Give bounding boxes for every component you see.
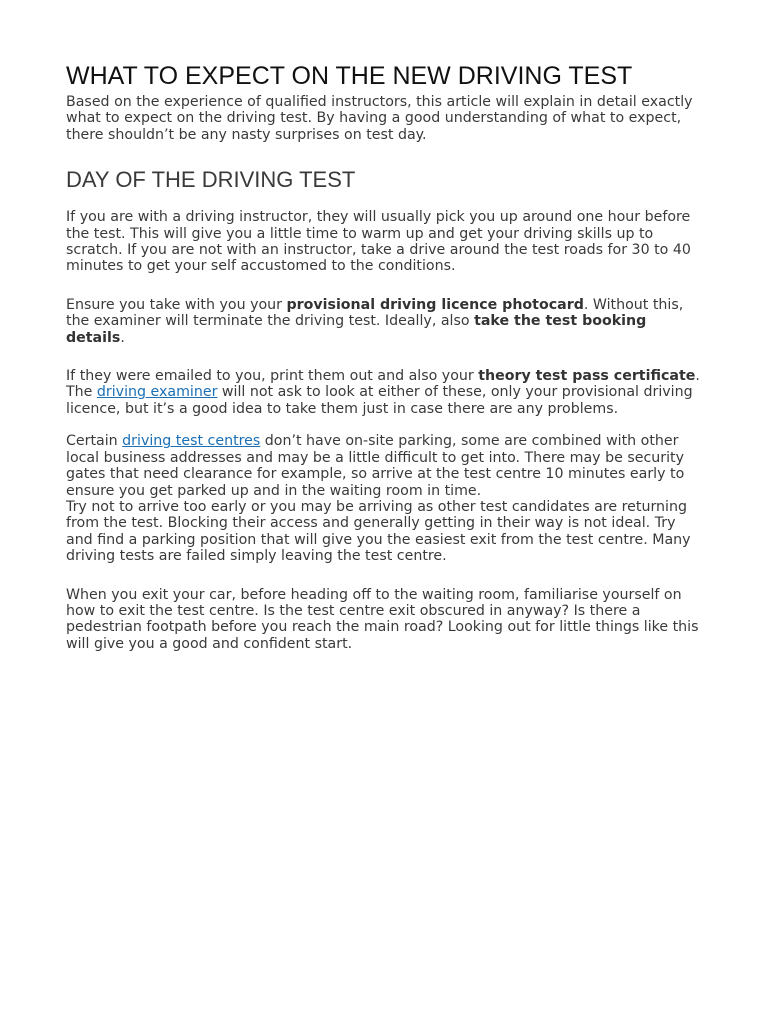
paragraph-pickup: If you are with a driving instructor, they will usually pick you up around one hour before the test. This will give you a little time to warm up and get your driving skills up to scratch. If you are not with an instructor, take a drive around the test roads for 30 to 40 minutes to get your self accustomed to the conditions. bbox=[66, 209, 691, 275]
paragraph-exit: When you exit your car, before heading off to the waiting room, familiarise yourself on how to exit the test centre. Is the test centre exit obscured in anyway? Is there a pedestrian footpath before you reach the main road? Looking out for little things like this will give you a good and confident start. bbox=[66, 586, 699, 652]
text-segment: Certain bbox=[66, 433, 123, 450]
text-segment: . The bbox=[66, 368, 700, 401]
paragraph-licence bbox=[66, 297, 706, 346]
paragraph-test-centres bbox=[66, 433, 706, 499]
section-heading: DAY OF THE DRIVING TEST bbox=[66, 167, 356, 193]
intro-paragraph: Based on the experience of qualified instructors, this article will explain in detail exactly what to expect on the driving test. By having a good understanding of what to expect, there shouldn’t be any nasty surprises on test day. bbox=[66, 94, 693, 143]
text-segment: . bbox=[120, 329, 125, 346]
paragraph-arrival: Try not to arrive too early or you may be arriving as other test candidates are returning from the test. Blocking their access and generally getting in their way is not ideal. Try and find a parking position that will give you the easiest exit from the test centre. Many driving tests are failed simply leaving the test centre. bbox=[66, 498, 691, 565]
text-segment: Ensure you take with you your bbox=[66, 296, 287, 313]
driving-test-centres-link[interactable]: driving test centres bbox=[122, 433, 261, 450]
article bbox=[66, 60, 706, 652]
text-segment: don’t have on-site parking, some are combined with other local business addresses and may be a little difficult to get into. There may be security gates that need clearance for example, so arrive at the test centre 10 minutes early to ensure you get parked up and in the waiting room in time. bbox=[66, 433, 685, 499]
bold-licence-photocard: provisional driving licence photocard bbox=[286, 296, 584, 313]
bold-theory-certificate: theory test pass certificate bbox=[478, 368, 696, 385]
text-segment: will not ask to look at either of these, only your provisional driving licence, but it’s a good idea to take them just in case there are any problems. bbox=[66, 384, 693, 417]
article-title: WHAT TO EXPECT ON THE NEW DRIVING TEST bbox=[66, 62, 633, 90]
paragraph-certificate bbox=[66, 368, 706, 417]
text-segment: If they were emailed to you, print them out and also your bbox=[66, 368, 479, 385]
text-segment: . Without this, the examiner will terminate the driving test. Ideally, also bbox=[66, 296, 684, 330]
bold-booking-details: take the test booking details bbox=[66, 313, 647, 346]
driving-examiner-link[interactable]: driving examiner bbox=[96, 384, 218, 401]
